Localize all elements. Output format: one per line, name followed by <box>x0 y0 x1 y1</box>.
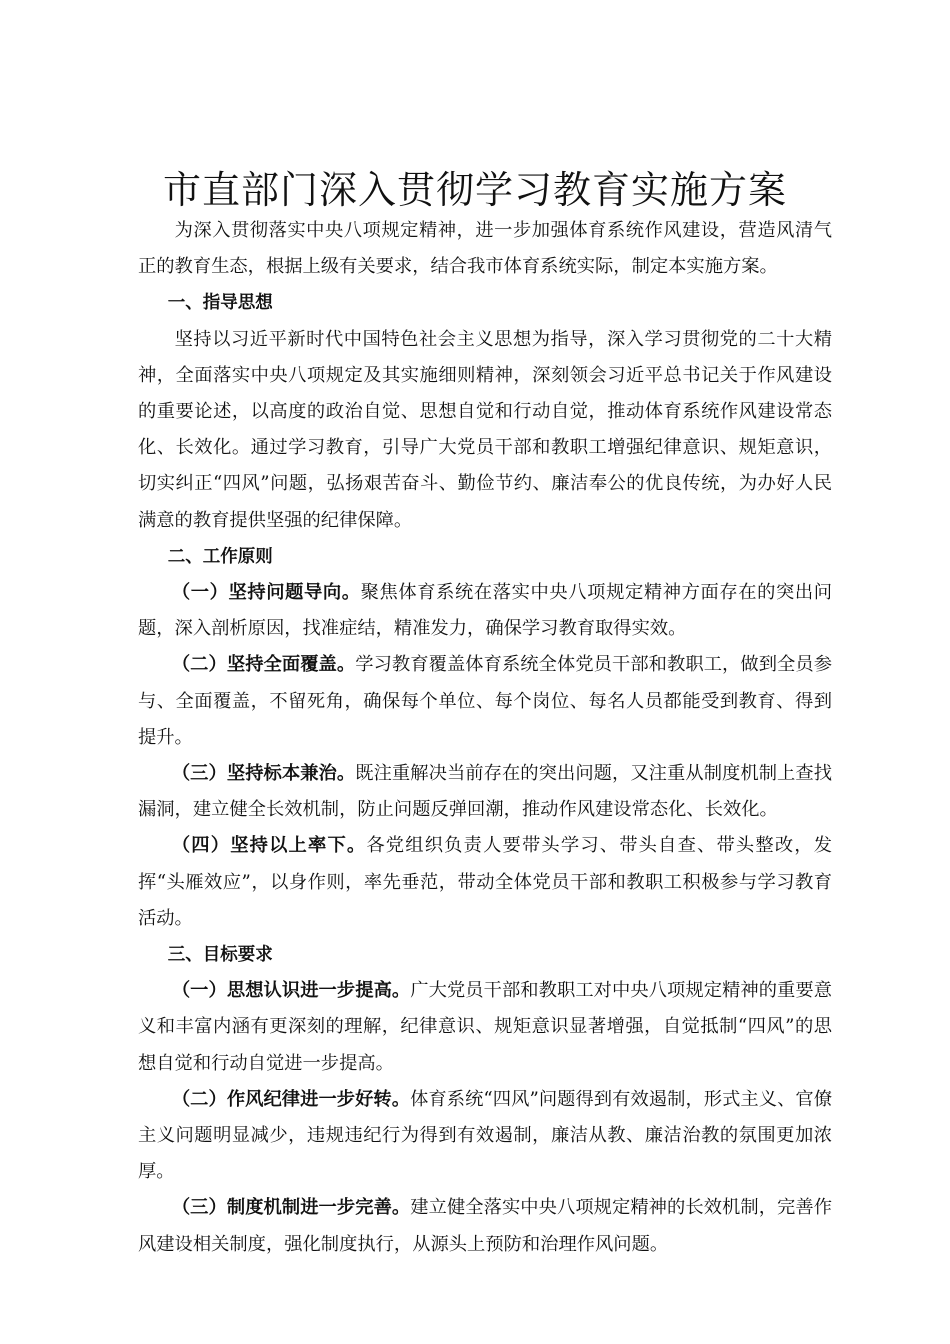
section-heading-goals: 三、目标要求 <box>167 945 273 966</box>
principle-item-lead: （一）坚持问题导向。 <box>171 582 361 604</box>
principle-item <box>138 575 832 647</box>
principle-item-text: 学习教育覆盖体育系统全体党员干部和教职工，做到全员参与、全面覆盖，不留死角，确保每个单位、每个岗位、每名人员都能受到教育、得到提升。 <box>138 654 833 748</box>
document-body <box>138 213 832 1263</box>
guiding-ideology-paragraph: 坚持以习近平新时代中国特色社会主义思想为指导，深入学习贯彻党的二十大精神，全面落实中央八项规定及其实施细则精神，深刻领会习近平总书记关于作风建设的重要论述，以高度的政治自觉、思想自觉和行动自觉，推动体育系统作风建设常态化、长效化。通过学习教育，引导广大党员干部和教职工增强纪律意识、规矩意识，切实纠正“四风”问题，弘扬艰苦奋斗、勤俭节约、廉洁奉公的优良传统，为办好人民满意的教育提供坚强的纪律保障。 <box>138 328 832 531</box>
goal-item-text: 体育系统“四风”问题得到有效遏制，形式主义、官僚主义问题明显减少，违规违纪行为得到有效遏制，廉洁从教、廉洁治教的氛围更加浓厚。 <box>138 1088 833 1183</box>
goal-item-lead: （三）制度机制进一步完善。 <box>171 1197 411 1219</box>
goal-item <box>138 1190 832 1262</box>
goal-item <box>138 1082 832 1191</box>
principle-item <box>138 828 832 937</box>
intro-paragraph: 为深入贯彻落实中央八项规定精神，进一步加强体育系统作风建设，营造风清气正的教育生态，根据上级有关要求，结合我市体育系统实际，制定本实施方案。 <box>138 220 832 278</box>
principle-item-lead: （三）坚持标本兼治。 <box>171 763 356 785</box>
principle-item-lead: （四）坚持以上率下。 <box>171 835 367 857</box>
principle-item-text: 既注重解决当前存在的突出问题，又注重从制度机制上查找漏洞，建立健全长效机制，防止问题反弹回潮，推动作风建设常态化、长效化。 <box>138 763 833 821</box>
goal-item-text: 建立健全落实中央八项规定精神的长效机制，完善作风建设相关制度，强化制度执行，从源头上预防和治理作风问题。 <box>138 1197 833 1255</box>
principle-item <box>138 756 832 828</box>
document-title: 市直部门深入贯彻学习教育实施方案 <box>162 168 787 212</box>
goal-item-lead: （二）作风纪律进一步好转。 <box>171 1088 411 1110</box>
principle-item-text: 聚焦体育系统在落实中央八项规定精神方面存在的突出问题，深入剖析原因，找准症结，精准发力，确保学习教育取得实效。 <box>138 582 833 640</box>
section-heading-guiding-ideology: 一、指导思想 <box>167 293 273 314</box>
principle-item <box>138 647 832 756</box>
principle-item-text: 各党组织负责人要带头学习、带头自查、带头整改，发挥“头雁效应”，以身作则，率先垂范，带动全体党员干部和教职工积极参与学习教育活动。 <box>138 835 833 929</box>
principle-item-lead: （二）坚持全面覆盖。 <box>171 654 356 676</box>
goal-item-text: 广大党员干部和教职工对中央八项规定精神的重要意义和丰富内涵有更深刻的理解，纪律意识、规矩意识显著增强，自觉抵制“四风”的思想自觉和行动自觉进一步提高。 <box>138 980 833 1074</box>
section-heading-working-principles: 二、工作原则 <box>167 546 273 567</box>
goal-item <box>138 973 832 1082</box>
goal-item-lead: （一）思想认识进一步提高。 <box>171 980 411 1002</box>
